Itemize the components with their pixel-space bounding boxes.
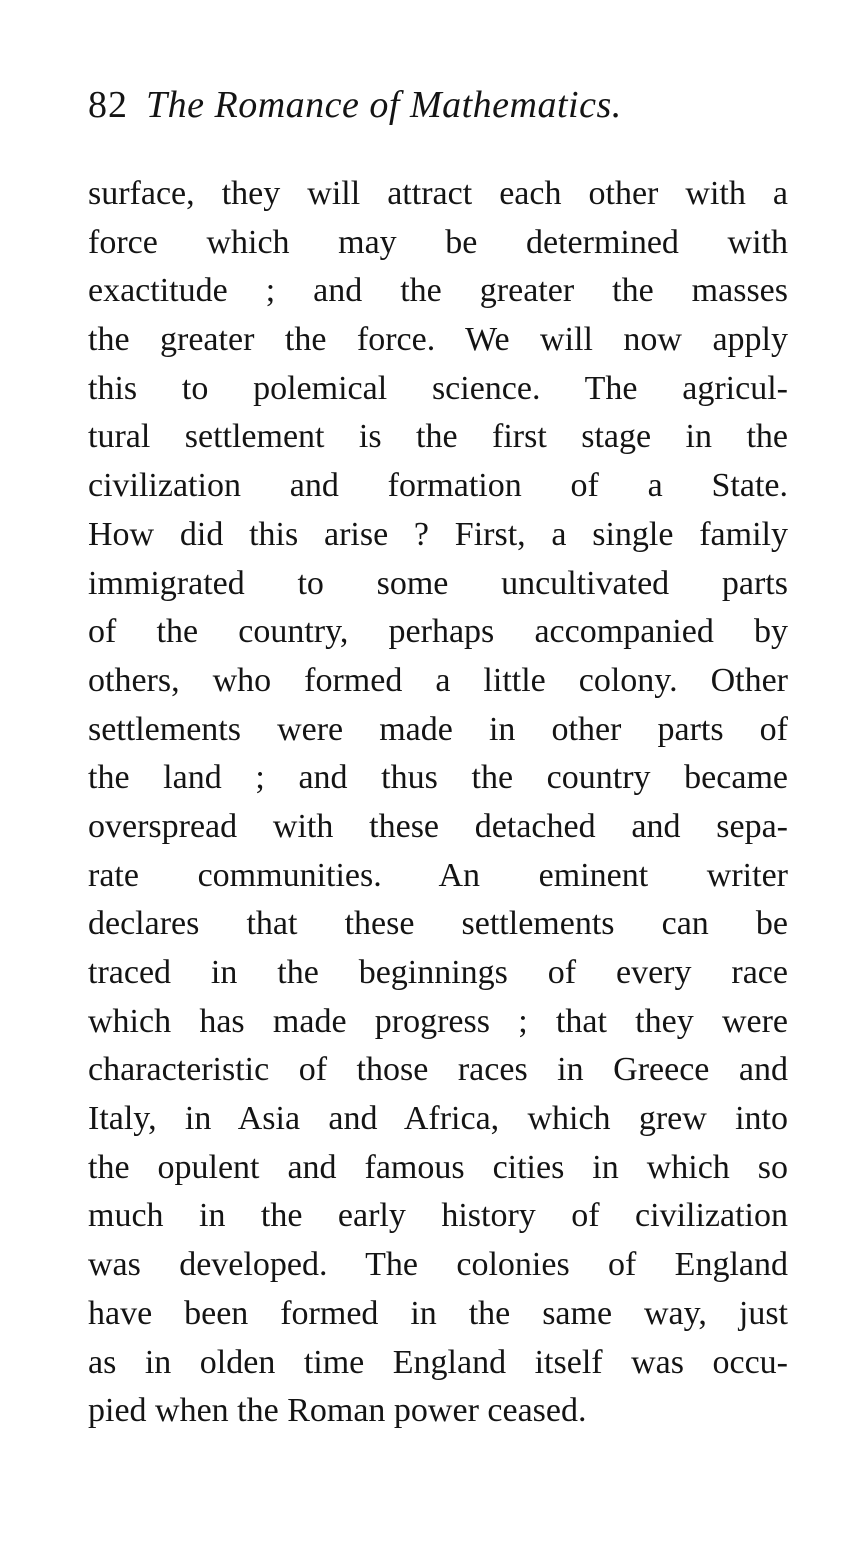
text-line: How did this arise ? First, a single family	[88, 515, 788, 553]
text-line: much in the early history of civilization	[88, 1197, 788, 1235]
text-line: settlements were made in other parts of	[88, 710, 788, 748]
text-line: others, who formed a little colony. Other	[88, 661, 788, 699]
text-line: immigrated to some uncultivated parts	[88, 564, 788, 602]
text-line: pied when the Roman power ceased.	[88, 1392, 587, 1430]
text-line: this to polemical science. The agricul-	[88, 369, 788, 407]
text-line: have been formed in the same way, just	[88, 1294, 788, 1332]
running-head	[88, 80, 728, 130]
text-line: tural settlement is the first stage in the	[88, 418, 788, 456]
text-line: civilization and formation of a State.	[88, 467, 788, 505]
page-number: 82	[88, 84, 128, 126]
text-line: declares that these settlements can be	[88, 905, 788, 943]
text-line: force which may be determined with	[88, 223, 788, 261]
text-line: was developed. The colonies of England	[88, 1246, 788, 1284]
text-line: the greater the force. We will now apply	[88, 321, 788, 359]
text-line: the opulent and famous cities in which so	[88, 1148, 788, 1186]
text-line: surface, they will attract each other with a	[88, 175, 788, 212]
text-line: overspread with these detached and sepa-	[88, 807, 788, 845]
text-line: as in olden time England itself was occu-	[88, 1343, 788, 1381]
text-line: exactitude ; and the greater the masses	[88, 272, 788, 310]
body-text	[88, 170, 788, 1436]
text-line: which has made progress ; that they were	[88, 1002, 788, 1040]
text-line: characteristic of those races in Greece and	[88, 1051, 788, 1089]
text-line: Italy, in Asia and Africa, which grew into	[88, 1100, 788, 1138]
text-line: traced in the beginnings of every race	[88, 954, 788, 991]
text-line: of the country, perhaps accompanied by	[88, 613, 788, 651]
text-line: rate communities. An eminent writer	[88, 856, 788, 894]
text-line: the land ; and thus the country became	[88, 759, 788, 797]
running-title: The Romance of Mathematics.	[146, 84, 622, 126]
